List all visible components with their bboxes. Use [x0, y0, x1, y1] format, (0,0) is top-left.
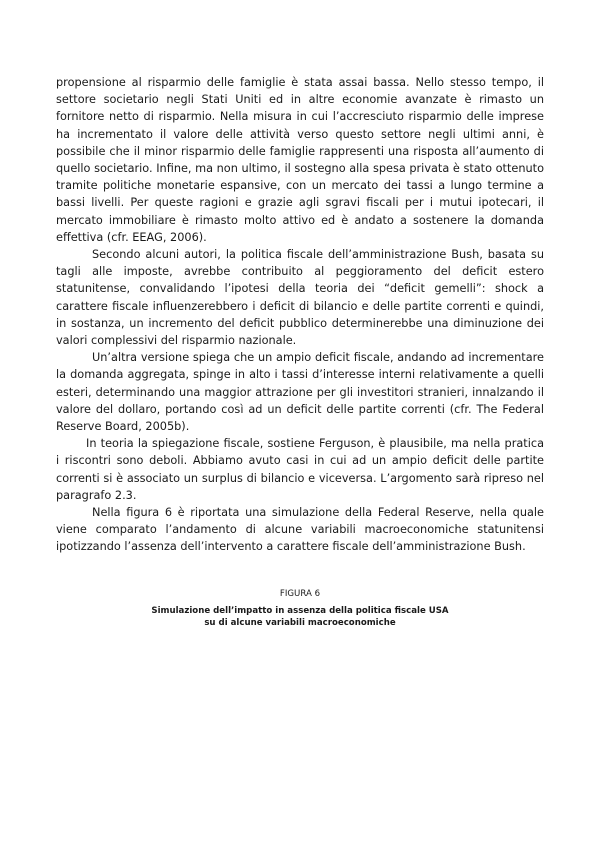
paragraph-bush-fiscal-policy: Secondo alcuni autori, la politica fiscale dell’amministrazione Bush, basata su tagli alle imposte, avrebbe contribuito al peggioramento del deficit estero statunitense, convalidando l’ipotesi della teoria dei “deficit gemelli”: shock a carattere fiscale influenzerebbero i deficit di bilancio e delle partite correnti e quindi, in sostanza, un incremento del deficit pubblico determinerebbe una diminuzione dei valori complessivi del risparmio nazionale. — [56, 248, 544, 348]
figure-heading — [56, 588, 544, 630]
paragraph-household-saving: propensione al risparmio delle famiglie è stata assai bassa. Nello stesso tempo, il settore societario negli Stati Uniti ed in altre economie avanzate è rimasto un fornitore netto di risparmio. Nella misura in cui l’accresciuto risparmio delle imprese ha incrementato il valore delle attività verso questo settore negli ultimi anni, è possibile che il minor risparmio delle famiglie rappresenti una risposta all’aumento di quello societario. Infine, ma non ultimo, il sostegno alla spesa privata è stato ottenuto tramite politiche monetarie espansive, con un mercato dei tassi a lungo termine a bassi livelli. Per queste ragioni e grazie agli sgravi fiscali per i mutui ipotecari, il mercato immobiliare è rimasto molto attivo ed è andato a sostenere la domanda effettiva (cfr. EEAG, 2006). — [56, 76, 544, 244]
figure-caption — [56, 605, 544, 630]
figure-caption-line-2: su di alcune variabili macroeconomiche — [204, 618, 396, 629]
figure-label: FIGURA 6 — [279, 589, 321, 599]
paragraph-ferguson: In teoria la spiegazione fiscale, sostiene Ferguson, è plausibile, ma nella pratica i riscontri sono deboli. Abbiamo avuto casi in cui ad un ampio deficit delle partite correnti si è associato un surplus di bilancio e viceversa. L’argomento sarà ripreso nel paragrafo 2.3. — [56, 437, 544, 502]
paragraph-aggregate-demand: Un’altra versione spiega che un ampio deficit fiscale, andando ad incrementare la domanda aggregata, spinge in alto i tassi d’interesse interni relativamente a quelli esteri, determinando una maggior attrazione per gli investitori stranieri, innalzando il valore del dollaro, portando così ad un deficit delle partite correnti (cfr. The Federal Reserve Board, 2005b). — [56, 351, 544, 434]
figure-caption-line-1: Simulazione dell’impatto in assenza della politica fiscale USA — [151, 605, 449, 616]
body-text — [56, 74, 544, 556]
paragraph-figure-reference: Nella figura 6 è riportata una simulazione della Federal Reserve, nella quale viene comparato l’andamento di alcune variabili macroeconomiche statunitensi ipotizzando l’assenza dell’intervento a carattere fiscale dell’amministrazione Bush. — [56, 506, 544, 554]
